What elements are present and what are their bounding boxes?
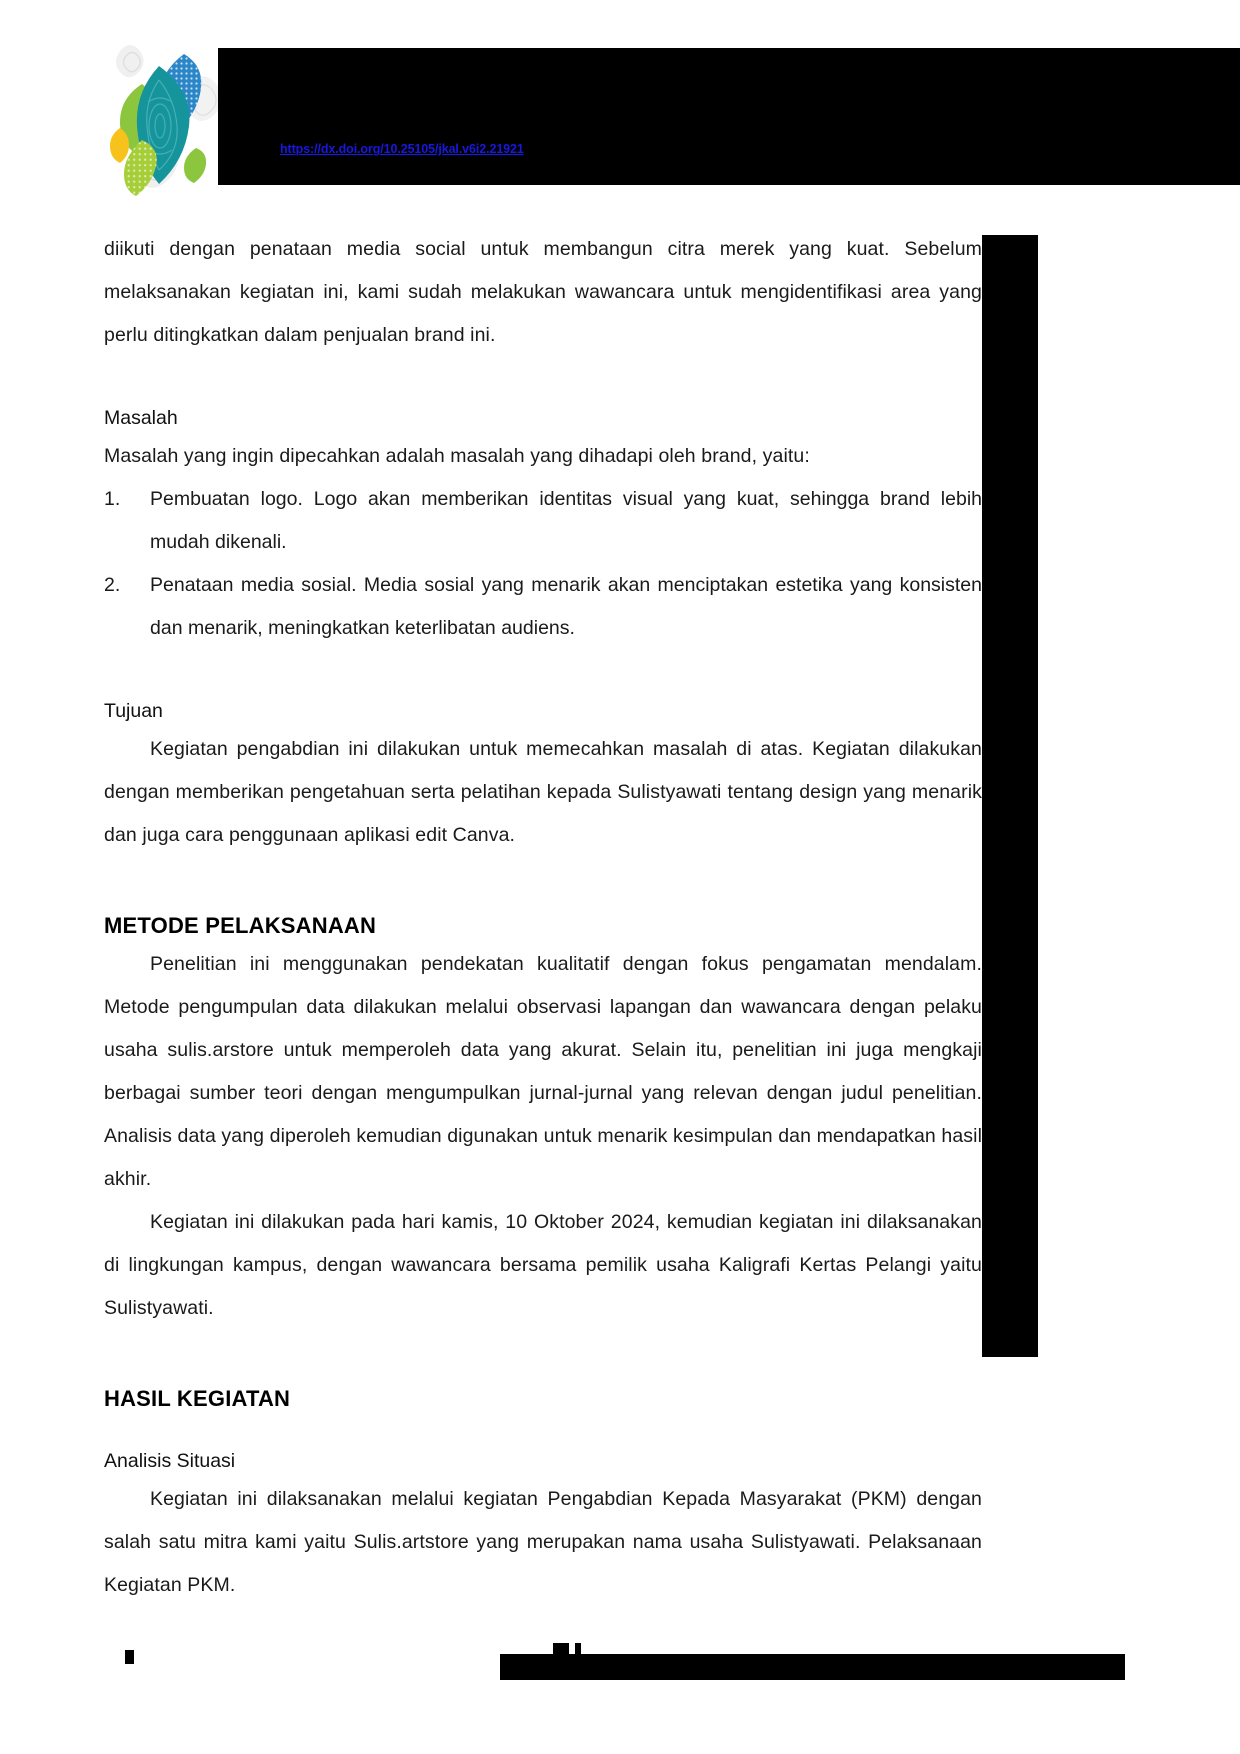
journal-logo-icon — [104, 36, 230, 196]
right-margin-redaction-block — [982, 235, 1038, 1357]
doi-link[interactable]: https://dx.doi.org/10.25105/jkal.v6i2.21921 — [280, 142, 524, 156]
list-item-text: Penataan media sosial. Media sosial yang menarik akan menciptakan estetika yang konsisten dan menarik, meningkatkan keterlibatan audiens. — [150, 574, 982, 639]
document-body — [104, 228, 982, 1607]
list-item — [104, 478, 982, 564]
tujuan-heading: Tujuan — [104, 700, 163, 722]
header-redaction-block — [218, 48, 1240, 185]
footer-redaction-bar — [500, 1654, 1125, 1680]
intro-paragraph: diikuti dengan penataan media social untuk membangun citra merek yang kuat. Sebelum melaksanakan kegiatan ini, kami sudah melakukan wawancara untuk mengidentifikasi area yang perlu ditingkatkan dalam penjualan brand ini. — [104, 238, 982, 346]
metode-section-heading: METODE PELAKSANAAN — [104, 913, 377, 938]
list-item-text: Pembuatan logo. Logo akan memberikan identitas visual yang kuat, sehingga brand lebih mudah dikenali. — [150, 488, 982, 553]
list-item-number: 2. — [104, 574, 121, 596]
list-item — [104, 564, 982, 650]
metode-paragraph-1: Penelitian ini menggunakan pendekatan kualitatif dengan fokus pengamatan mendalam. Metode pengumpulan data dilakukan melalui observasi lapangan dan wawancara dengan pelaku usaha sulis.arstore untuk memperoleh data yang akurat. Selain itu, penelitian ini juga mengkaji berbagai sumber teori dengan mengumpulkan jurnal-jurnal yang relevan dengan judul penelitian. Analisis data yang diperoleh kemudian digunakan untuk menarik kesimpulan dan mendapatkan hasil akhir. — [104, 953, 982, 1190]
footer-redaction-mark — [125, 1650, 134, 1664]
hasil-section-heading: HASIL KEGIATAN — [104, 1386, 291, 1411]
masalah-lead: Masalah yang ingin dipecahkan adalah masalah yang dihadapi oleh brand, yaitu: — [104, 445, 810, 467]
analisis-situasi-subheading: Analisis Situasi — [104, 1450, 236, 1472]
page-footer — [0, 1620, 1240, 1754]
page-header — [0, 0, 1240, 215]
masalah-list — [104, 478, 982, 650]
masalah-heading: Masalah — [104, 407, 178, 429]
list-item-number: 1. — [104, 488, 121, 510]
hasil-paragraph: Kegiatan ini dilaksanakan melalui kegiatan Pengabdian Kepada Masyarakat (PKM) dengan salah satu mitra kami yaitu Sulis.artstore yang merupakan nama usaha Sulistyawati. Pelaksanaan Kegiatan PKM. — [104, 1488, 982, 1596]
metode-paragraph-2: Kegiatan ini dilakukan pada hari kamis, 10 Oktober 2024, kemudian kegiatan ini dilaksanakan di lingkungan kampus, dengan wawancara bersama pemilik usaha Kaligrafi Kertas Pelangi yaitu Sulistyawati. — [104, 1211, 982, 1319]
tujuan-paragraph: Kegiatan pengabdian ini dilakukan untuk memecahkan masalah di atas. Kegiatan dilakukan dengan memberikan pengetahuan serta pelatihan kepada Sulistyawati tentang design yang menarik dan juga cara penggunaan aplikasi edit Canva. — [104, 738, 982, 846]
